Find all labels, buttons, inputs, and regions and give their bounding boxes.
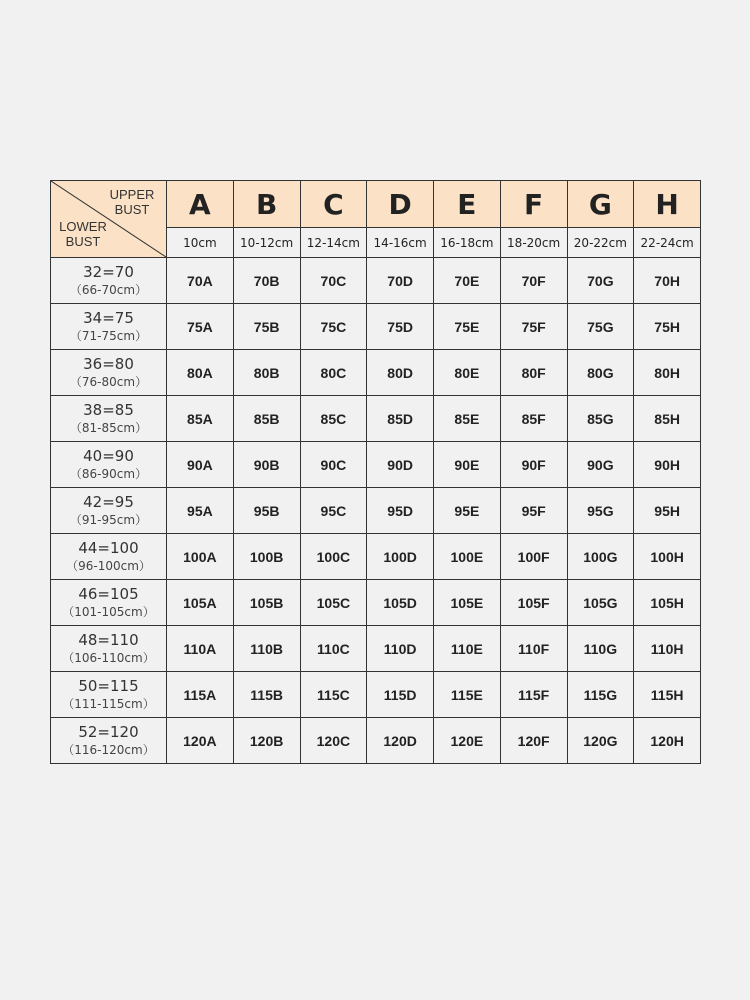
size-cell: 90D <box>367 442 434 488</box>
size-cell: 80B <box>233 350 300 396</box>
band-range-label: （116-120cm） <box>62 742 155 757</box>
size-cell: 70A <box>167 258 234 304</box>
band-range-label: （71-75cm） <box>69 328 148 343</box>
size-cell: 90C <box>300 442 367 488</box>
size-cell: 70G <box>567 258 634 304</box>
size-cell: 100C <box>300 534 367 580</box>
size-cell: 115H <box>634 672 701 718</box>
size-cell: 90E <box>434 442 501 488</box>
size-cell: 95A <box>167 488 234 534</box>
size-cell: 70D <box>367 258 434 304</box>
size-cell: 95E <box>434 488 501 534</box>
table-row <box>51 396 701 442</box>
size-cell: 120C <box>300 718 367 764</box>
size-cell: 115F <box>500 672 567 718</box>
size-cell: 120A <box>167 718 234 764</box>
cup-range-g: 20-22cm <box>567 228 634 258</box>
size-cell: 105B <box>233 580 300 626</box>
size-cell: 75G <box>567 304 634 350</box>
size-cell: 90G <box>567 442 634 488</box>
size-cell: 100D <box>367 534 434 580</box>
size-cell: 105H <box>634 580 701 626</box>
size-cell: 75C <box>300 304 367 350</box>
table-row <box>51 672 701 718</box>
upper-bust-label: UPPER BUST <box>109 187 155 217</box>
size-cell: 110G <box>567 626 634 672</box>
band-size-label: 34=75 <box>83 308 134 327</box>
size-cell: 90F <box>500 442 567 488</box>
band-range-label: （101-105cm） <box>62 604 155 619</box>
band-size-label: 36=80 <box>83 354 134 373</box>
size-cell: 70F <box>500 258 567 304</box>
size-cell: 85C <box>300 396 367 442</box>
band-size-label: 40=90 <box>83 446 134 465</box>
table-row <box>51 350 701 396</box>
size-chart-body <box>51 181 701 764</box>
band-range-label: （91-95cm） <box>69 512 148 527</box>
size-cell: 85E <box>434 396 501 442</box>
table-row <box>51 580 701 626</box>
size-cell: 85A <box>167 396 234 442</box>
size-cell: 70E <box>434 258 501 304</box>
size-cell: 80F <box>500 350 567 396</box>
cup-letter-h: H <box>634 181 701 228</box>
table-row <box>51 442 701 488</box>
cup-letter-g: G <box>567 181 634 228</box>
band-size-cell <box>51 304 167 350</box>
band-size-cell <box>51 396 167 442</box>
table-row <box>51 258 701 304</box>
size-cell: 70B <box>233 258 300 304</box>
corner-header-cell <box>51 181 167 258</box>
cup-range-e: 16-18cm <box>434 228 501 258</box>
band-size-label: 38=85 <box>83 400 134 419</box>
size-cell: 90A <box>167 442 234 488</box>
cup-letter-d: D <box>367 181 434 228</box>
size-cell: 100H <box>634 534 701 580</box>
size-cell: 105F <box>500 580 567 626</box>
table-row <box>51 534 701 580</box>
size-cell: 95F <box>500 488 567 534</box>
cup-range-a: 10cm <box>167 228 234 258</box>
size-cell: 120G <box>567 718 634 764</box>
cup-range-c: 12-14cm <box>300 228 367 258</box>
size-cell: 80E <box>434 350 501 396</box>
band-range-label: （111-115cm） <box>62 696 155 711</box>
lower-bust-label: LOWER BUST <box>59 219 107 249</box>
size-cell: 110F <box>500 626 567 672</box>
size-cell: 85F <box>500 396 567 442</box>
size-cell: 70H <box>634 258 701 304</box>
cup-range-h: 22-24cm <box>634 228 701 258</box>
band-size-label: 46=105 <box>78 584 139 603</box>
band-size-cell <box>51 534 167 580</box>
size-cell: 120F <box>500 718 567 764</box>
cup-range-d: 14-16cm <box>367 228 434 258</box>
band-range-label: （81-85cm） <box>69 420 148 435</box>
size-cell: 120H <box>634 718 701 764</box>
size-cell: 100A <box>167 534 234 580</box>
table-row <box>51 304 701 350</box>
band-size-label: 48=110 <box>78 630 139 649</box>
band-size-cell <box>51 488 167 534</box>
band-size-label: 44=100 <box>78 538 139 557</box>
band-size-cell <box>51 442 167 488</box>
size-cell: 110D <box>367 626 434 672</box>
size-cell: 95G <box>567 488 634 534</box>
size-cell: 105D <box>367 580 434 626</box>
size-cell: 75E <box>434 304 501 350</box>
size-cell: 90H <box>634 442 701 488</box>
band-range-label: （96-100cm） <box>66 558 151 573</box>
size-cell: 75A <box>167 304 234 350</box>
band-size-cell <box>51 580 167 626</box>
size-cell: 70C <box>300 258 367 304</box>
size-cell: 100G <box>567 534 634 580</box>
size-cell: 75D <box>367 304 434 350</box>
size-cell: 95C <box>300 488 367 534</box>
band-range-label: （76-80cm） <box>69 374 148 389</box>
band-range-label: （106-110cm） <box>62 650 155 665</box>
band-size-label: 42=95 <box>83 492 134 511</box>
size-cell: 110C <box>300 626 367 672</box>
size-cell: 75F <box>500 304 567 350</box>
size-cell: 105E <box>434 580 501 626</box>
band-size-cell <box>51 718 167 764</box>
size-cell: 80G <box>567 350 634 396</box>
size-cell: 90B <box>233 442 300 488</box>
size-cell: 105G <box>567 580 634 626</box>
size-cell: 110H <box>634 626 701 672</box>
band-size-cell <box>51 258 167 304</box>
bra-size-chart <box>50 180 701 764</box>
size-cell: 120E <box>434 718 501 764</box>
band-size-label: 50=115 <box>78 676 139 695</box>
size-cell: 115B <box>233 672 300 718</box>
size-cell: 85H <box>634 396 701 442</box>
size-cell: 115C <box>300 672 367 718</box>
size-cell: 120D <box>367 718 434 764</box>
size-cell: 110A <box>167 626 234 672</box>
size-cell: 80H <box>634 350 701 396</box>
size-cell: 115E <box>434 672 501 718</box>
size-cell: 105A <box>167 580 234 626</box>
size-cell: 95D <box>367 488 434 534</box>
size-cell: 85G <box>567 396 634 442</box>
cup-letter-e: E <box>434 181 501 228</box>
cup-letter-a: A <box>167 181 234 228</box>
band-size-cell <box>51 350 167 396</box>
size-cell: 100B <box>233 534 300 580</box>
cup-letter-b: B <box>233 181 300 228</box>
size-cell: 115D <box>367 672 434 718</box>
table-row <box>51 718 701 764</box>
size-cell: 115A <box>167 672 234 718</box>
band-range-label: （86-90cm） <box>69 466 148 481</box>
size-cell: 120B <box>233 718 300 764</box>
cup-range-f: 18-20cm <box>500 228 567 258</box>
cup-range-b: 10-12cm <box>233 228 300 258</box>
band-size-cell <box>51 672 167 718</box>
size-cell: 105C <box>300 580 367 626</box>
table-row <box>51 488 701 534</box>
size-cell: 80D <box>367 350 434 396</box>
size-cell: 85D <box>367 396 434 442</box>
band-size-label: 52=120 <box>78 722 139 741</box>
size-cell: 75H <box>634 304 701 350</box>
band-range-label: （66-70cm） <box>69 282 148 297</box>
size-cell: 110E <box>434 626 501 672</box>
size-cell: 80A <box>167 350 234 396</box>
size-cell: 100E <box>434 534 501 580</box>
size-cell: 80C <box>300 350 367 396</box>
size-cell: 95B <box>233 488 300 534</box>
cup-letter-c: C <box>300 181 367 228</box>
size-cell: 100F <box>500 534 567 580</box>
size-cell: 115G <box>567 672 634 718</box>
table-row <box>51 626 701 672</box>
band-size-cell <box>51 626 167 672</box>
cup-letter-row <box>51 181 701 228</box>
cup-letter-f: F <box>500 181 567 228</box>
size-cell: 75B <box>233 304 300 350</box>
band-size-label: 32=70 <box>83 262 134 281</box>
size-cell: 110B <box>233 626 300 672</box>
size-cell: 85B <box>233 396 300 442</box>
size-cell: 95H <box>634 488 701 534</box>
